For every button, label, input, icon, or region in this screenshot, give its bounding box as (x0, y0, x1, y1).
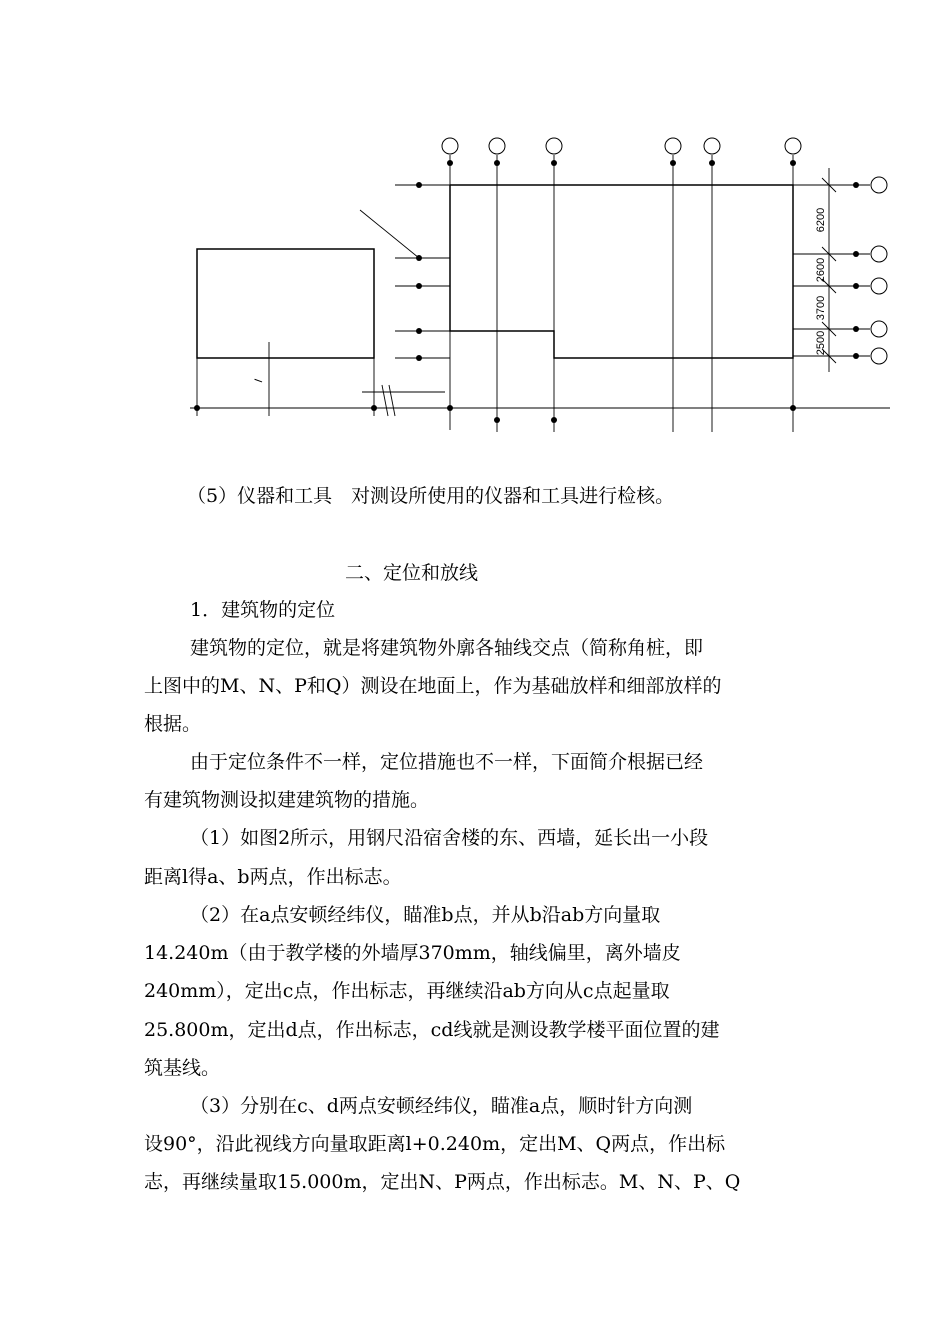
survey-point (447, 405, 453, 411)
survey-point (853, 251, 859, 257)
survey-point (416, 283, 422, 289)
survey-point (709, 160, 715, 166)
survey-point (194, 405, 200, 411)
axis-circle (546, 138, 562, 154)
sub-title: 1．建筑物的定位 (190, 599, 336, 621)
paragraph-line: 有建筑物测设拟建建筑物的措施。 (144, 789, 430, 811)
survey-point (416, 355, 422, 361)
paragraph-line: 上图中的M、N、P和Q）测设在地面上，作为基础放样和细部放样的 (144, 675, 722, 697)
axis-circle (871, 246, 887, 262)
axis-circle (871, 177, 887, 193)
survey-point (551, 160, 557, 166)
survey-point (853, 326, 859, 332)
item-5-text: （5）仪器和工具 对测设所使用的仪器和工具进行检核。 (187, 485, 675, 507)
paragraph-line: 由于定位条件不一样，定位措施也不一样，下面简介根据已经 (190, 751, 704, 773)
survey-point (416, 182, 422, 188)
survey-point (447, 160, 453, 166)
paragraph-line: 距离l得a、b两点，作出标志。 (144, 866, 402, 888)
paragraph-line: 根据。 (144, 713, 202, 735)
dim-label-6200: 6200 (815, 207, 827, 233)
paragraph-line: 240mm），定出c点，作出标志，再继续沿ab方向从c点起量取 (144, 980, 670, 1002)
axis-circle (665, 138, 681, 154)
axis-circle (871, 278, 887, 294)
survey-point (670, 160, 676, 166)
leader-line (360, 210, 419, 258)
paragraph-line: 14.240m（由于教学楼的外墙厚370mm，轴线偏里，离外墙皮 (144, 942, 681, 964)
paragraph-line: 建筑物的定位，就是将建筑物外廓各轴线交点（简称角桩，即 (190, 637, 704, 659)
survey-point (551, 417, 557, 423)
dim-label-l: l (253, 377, 266, 385)
axis-circle (704, 138, 720, 154)
site-plan-figure (0, 0, 950, 450)
survey-point (790, 405, 796, 411)
survey-point (853, 182, 859, 188)
new-building-outline (450, 185, 793, 358)
survey-point (790, 160, 796, 166)
axis-circle (785, 138, 801, 154)
paragraph-line: 25.800m，定出d点，作出标志，cd线就是测设教学楼平面位置的建 (144, 1019, 720, 1041)
axis-circle (489, 138, 505, 154)
survey-point (853, 283, 859, 289)
survey-point (494, 417, 500, 423)
survey-point (494, 160, 500, 166)
dim-label-2600: 2600 (815, 257, 827, 283)
dim-label-2500: 2500 (815, 330, 827, 356)
survey-point (416, 255, 422, 261)
axis-circle (871, 348, 887, 364)
existing-building-outline (197, 249, 374, 358)
survey-point (371, 405, 377, 411)
survey-point (416, 328, 422, 334)
paragraph-line: （1）如图2所示，用钢尺沿宿舍楼的东、西墙，延长出一小段 (190, 827, 709, 849)
paragraph-line: 设90°，沿此视线方向量取距离l+0.240m，定出M、Q两点，作出标 (144, 1133, 726, 1155)
paragraph-line: 志，再继续量取15.000m，定出N、P两点，作出标志。M、N、P、Q (144, 1171, 741, 1193)
paragraph-line: （3）分别在c、d两点安顿经纬仪，瞄准a点，顺时针方向测 (190, 1095, 693, 1117)
survey-point (853, 353, 859, 359)
axis-circle (442, 138, 458, 154)
section-title: 二、定位和放线 (345, 562, 479, 584)
dim-label-3700: 3700 (815, 295, 827, 321)
paragraph-line: 筑基线。 (144, 1057, 221, 1079)
axis-circle (871, 321, 887, 337)
paragraph-line: （2）在a点安顿经纬仪，瞄准b点，并从b沿ab方向量取 (190, 904, 661, 926)
